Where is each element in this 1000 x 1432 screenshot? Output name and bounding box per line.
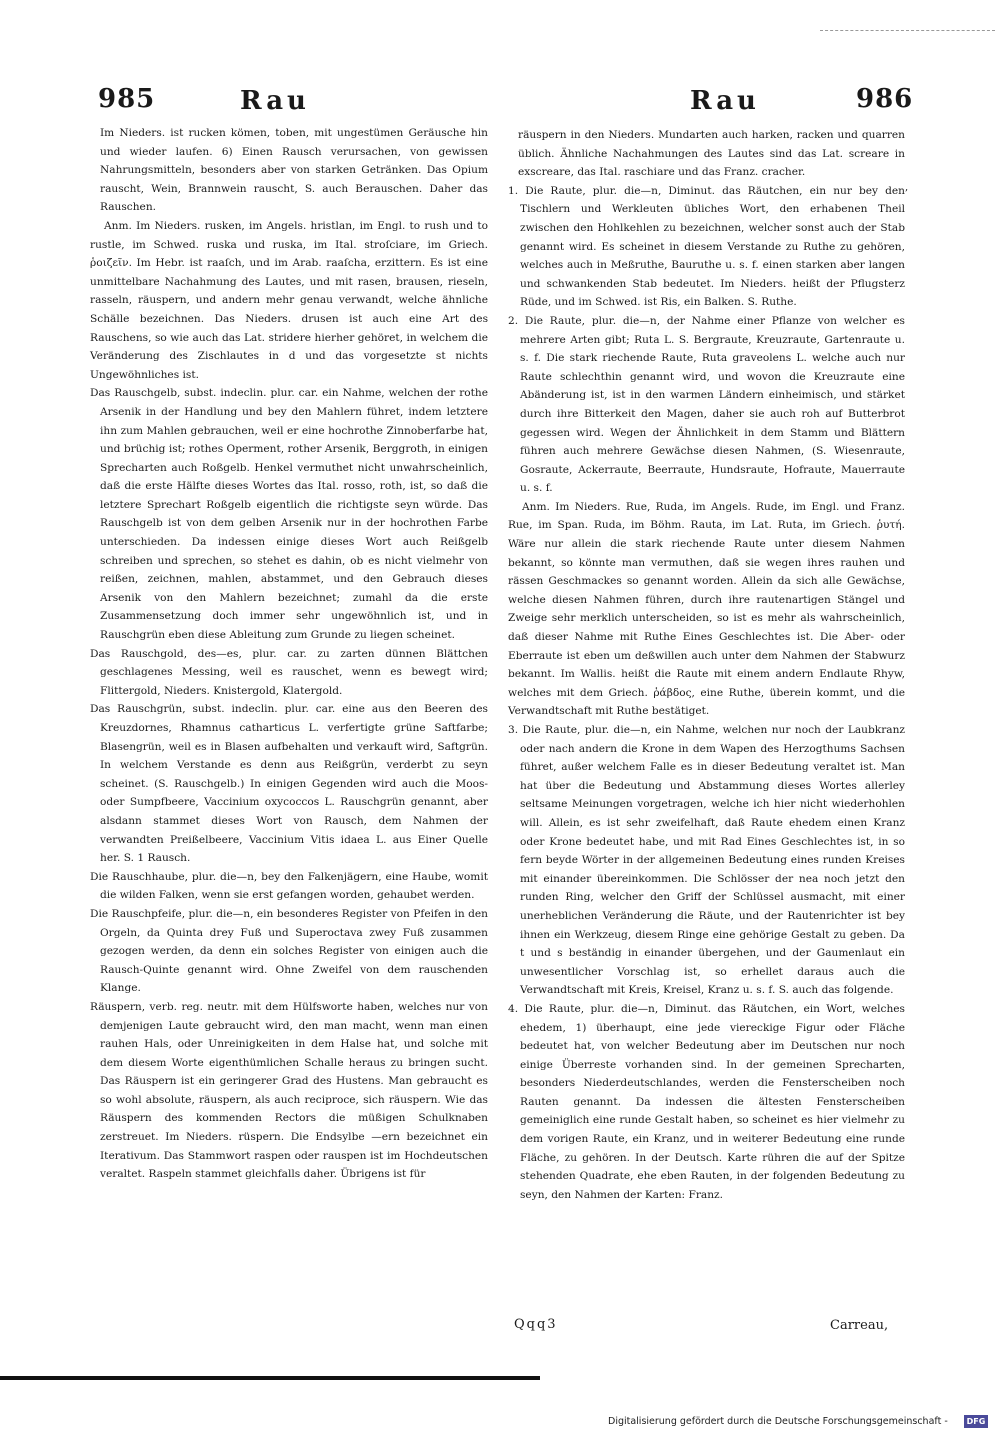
left-column	[90, 124, 488, 1184]
left-column-paragraph: Das Rauschgold, des—es, plur. car. zu zarten dünnen Blättchen geschlagenes Messing, weil es rauschet, wenn es bewegt wird; Flittergold, Nieders. Knistergold, Klatergold.	[90, 647, 488, 697]
left-column-paragraph: Anm. Im Nieders. rusken, im Angels. hristlan, im Engl. to rush und to rustle, im Schwed. ruska und ruska, im Ital. stroſciare, im Griech. ῥοιζεῖν. Im Hebr. ist raaſch, und im Arab. raaſcha, erzittern. Es ist eine unmittelbare Nachahmung des Lautes, und mit rasen, brausen, rieseln, rasseln, räuspern, und andern mehr genau verwandt, welche ähnliche Schälle bezeichnen. Das Nieders. drusen ist auch eine Art des Rauschens, so wie auch das Lat. stridere hierher gehöret, in welchem die Veränderung des Zischlautes in d und das vorgesetzte st nichts Ungewöhnliches ist.	[90, 219, 488, 381]
left-column-paragraph: Räuspern, verb. reg. neutr. mit dem Hülfsworte haben, welches nur von demjenigen Laute gebraucht wird, den man macht, wenn man einen rauhen Hals, oder Unreinigkeiten in dem Halse hat, und solche mit dem diesem Worte eigenthümlichen Schalle heraus zu bringen sucht. Das Räuspern ist ein geringerer Grad des Hustens. Man gebraucht es so wohl absolute, räuspern, als auch reciproce, sich räuspern. Wie das Räuspern des kommenden Rectors die müßigen Schulknaben zerstreuet. Im Nieders. rüspern. Die Endsylbe —ern bezeichnet ein Iterativum. Das Stammwort raspen oder rauspen ist im Hochdeutschen veraltet. Raspeln stammet gleichfalls daher. Übrigens ist für	[90, 1000, 488, 1181]
right-page-number: 986	[856, 84, 914, 114]
right-head-word: Rau	[690, 86, 760, 116]
right-column-paragraph: 3. Die Raute, plur. die—n, ein Nahme, welchen nur noch der Laubkranz oder nach andern die Krone in dem Wapen des Herzogthums Sachsen führet, außer welchem Falle es in dieser Bedeutung veraltet ist. Man hat über die Bedeutung und Abstammung dieses Wortes allerley seltsame Meinungen vorgetragen, welche ich hier nicht wiederhohlen will. Allein, es ist sehr zweifelhaft, daß Raute ehedem einen Kranz oder Krone bedeutet habe, und mit Rad Eines Geschlechtes ist, in so fern beyde Wörter in der allgemeinen Bedeutung eines runden Kreises mit einander übereinkommen. Die Schlösser der nea noch jetzt den runden Ring, welcher den Griff der Schlüssel ausmacht, mit einer unerheblichen Veränderung die Räute, und der Rautenrichter ist bey ihnen ein Werkzeug, diesem Ringe eine gehörige Gestalt zu geben. Da t und s beständig in einander übergehen, und der Gaumenlaut ein unwesentlicher Vorschlag ist, so erhellet daraus auch die Verwandtschaft mit Kreis, Kreisel, Kranz u. s. f. S. auch das folgende.	[508, 724, 905, 997]
left-column-paragraph: Das Rauschgrün, subst. indeclin. plur. car. eine aus den Beeren des Kreuzdornes, Rhamnus catharticus L. verfertigte grüne Saftfarbe; Blasengrün, weil es in Blasen aufbehalten und verkauft wird, Saftgrün. In welchem Verstande es denn aus Reißgrün, verderbt zu seyn scheinet. (S. Rauschgelb.) In einigen Gegenden wird auch die Moos- oder Sumpfbeere, Vaccinium oxycoccos L. Rauschgrün genannt, aber alsdann stammet dieses Wort von Rausch, dem Nahmen der verwandten Preißelbeere, Vaccinium Vitis idaea L. aus Einer Quelle her. S. 1 Rausch.	[90, 703, 488, 865]
catchword: Carreau,	[830, 1318, 889, 1333]
footer-credit: Digitalisierung gefördert durch die Deutsche Forschungsgemeinschaft -	[608, 1416, 948, 1427]
left-column-paragraph: Im Nieders. ist rucken kömen, toben, mit ungestümen Geräusche hin und wieder laufen. 6) Einen Rausch verursachen, von gewissen Nahrungsmitteln, besonders aber von starken Getränken. Das Opium rauscht, Wein, Brannwein rauscht, S. auch Berauschen. Daher das Rauschen.	[100, 127, 488, 214]
right-column	[508, 126, 905, 1204]
corner-mark: ,	[905, 182, 909, 193]
bottom-scan-edge	[0, 1376, 540, 1380]
right-column-paragraph: räuspern in den Nieders. Mundarten auch harken, racken und quarren üblich. Ähnliche Nachahmungen des Lautes sind das Lat. screare in exscreare, das Ital. raschiare und das Franz. cracher.	[518, 129, 905, 179]
left-column-paragraph: Die Rauschpfeife, plur. die—n, ein besonderes Register von Pfeifen in den Orgeln, da Quinta drey Fuß und Superoctava zwey Fuß zusammen gezogen werden, da denn ein solches Register von einigen auch die Rausch-Quinte genannt wird. Ohne Zweifel von dem rauschenden Klange.	[90, 907, 488, 995]
left-page-number: 985	[98, 84, 156, 114]
dfg-logo: DFG	[964, 1415, 988, 1428]
right-column-paragraph: 4. Die Raute, plur. die—n, Diminut. das Räutchen, ein Wort, welches ehedem, 1) überhaupt, eine jede viereckige Figur oder Fläche bedeutet hat, von welcher Bedeutung aber im Deutschen nur noch einige Überreste vorhanden sind. In der gemeinen Sprecharten, besonders Niederdeutschlandes, werden die Fensterscheiben noch Rauten genannt. Da indessen die ältesten Fensterscheiben gemeiniglich eine runde Gestalt haben, so scheinet es hier vielmehr zu dem vorigen Raute, ein Kranz, und in weiterer Bedeutung eine runde Fläche, zu gehören. In der Deutsch. Karte rühren die auf der Spitze stehenden Quadrate, ehe eben Rauten, in der folgenden Bedeutung zu seyn, den Nahmen der Karten: Franz.	[508, 1002, 905, 1201]
right-column-paragraph: 2. Die Raute, plur. die—n, der Nahme einer Pflanze von welcher es mehrere Arten gibt; Ruta L. S. Bergraute, Kreuzraute, Gartenraute u. s. f. Die stark riechende Raute, Ruta graveolens L. welche auch nur Raute schlechthin genannt wird, und wovon die Kreuzraute eine Abänderung ist, ist in den warmen Ländern einheimisch, und stärket durch ihre Bitterkeit den Magen, daher sie auch roh auf Butterbrot gegessen wird. Wegen der Ähnlichkeit in dem Stamm und Blättern führen auch mehrere Gewächse diesen Nahmen, (S. Wiesenraute, Gosraute, Ackerraute, Beerraute, Hundsraute, Hofraute, Mauerraute u. s. f.	[508, 314, 905, 495]
right-column-paragraph: Anm. Im Nieders. Rue, Ruda, im Angels. Rude, im Engl. und Franz. Rue, im Span. Ruda, im Böhm. Rauta, im Lat. Ruta, im Griech. ῥυτή. Wäre nur allein die stark riechende Raute unter diesem Nahmen bekannt, so könnte man vermuthen, daß sie wegen ihres rauhen und rässen Geschmackes so genannt worden. Allein da sich alle Gewächse, welche diesen Nahmen führen, durch ihre rautenartigen Stängel und Zweige sehr merklich unterscheiden, so ist es mehr als wahrscheinlich, daß dieser Nahme mit Ruthe Eines Geschlechtes ist. Die Aber- oder Eberraute ist eben um deßwillen auch unter dem Nahmen der Stabwurz bekannt. Im Wallis. heißt die Raute mit einem andern Endlaute Rhyw, welches mit dem Griech. ῥάβδος, eine Ruthe, überein kommt, und die Verwandtschaft mit Ruthe bestätiget.	[508, 500, 905, 718]
left-column-paragraph: Das Rauschgelb, subst. indeclin. plur. car. ein Nahme, welchen der rothe Arsenik in der Handlung und bey den Mahlern führet, indem letztere ihn zum Mahlen gebrauchen, weil er eine hochrothe Zinnoberfarbe hat, und brüchig ist; rothes Operment, rother Arsenik, Berggroth, in einigen Sprecharten auch Roßgelb. Henkel vermuthet nicht unwahrscheinlich, daß die erste Hälfte dieses Wortes das Ital. rosso, roth, ist, so daß die letztere Sprechart Roßgelb eigentlich die richtigste seyn würde. Das Rauschgelb ist von dem gelben Arsenik nur in der hochrothen Farbe unterschieden. Da indessen einige dieses Wort auch Reißgelb schreiben und sprechen, so stehet es dahin, ob es nicht vielmehr von reißen, zeichnen, mahlen, abstammet, und den Gebrauch dieses Arsenik von den Mahlern bezeichnet; zumahl da die erste Zusammensetzung doch immer sehr ungewöhnlich ist, und in Rauschgrün eben diese Ableitung zum Grunde zu liegen scheinet.	[90, 387, 488, 642]
signature-mark: Qqq3	[514, 1317, 558, 1332]
right-column-paragraph: 1. Die Raute, plur. die—n, Diminut. das Räutchen, ein nur bey den Tischlern und Werkleuten übliches Wort, den erhabenen Theil zwischen den Hohlkehlen zu bezeichnen, welcher sonst auch der Stab genannt wird. Es scheinet in diesem Verstande zu Ruthe zu gehören, welches auch in Meßruthe, Bauruthe u. s. f. einen starken aber langen und schwankenden Stab bedeutet. Im Nieders. heißt der Pflugsterz Rüde, und im Schwed. ist Ris, ein Balken. S. Ruthe.	[508, 184, 905, 309]
left-column-paragraph: Die Rauschhaube, plur. die—n, bey den Falkenjägern, eine Haube, womit die wilden Falken, wenn sie erst gefangen worden, gehaubet werden.	[90, 870, 488, 902]
left-head-word: Rau	[240, 86, 310, 116]
top-edge-mark	[820, 30, 995, 31]
